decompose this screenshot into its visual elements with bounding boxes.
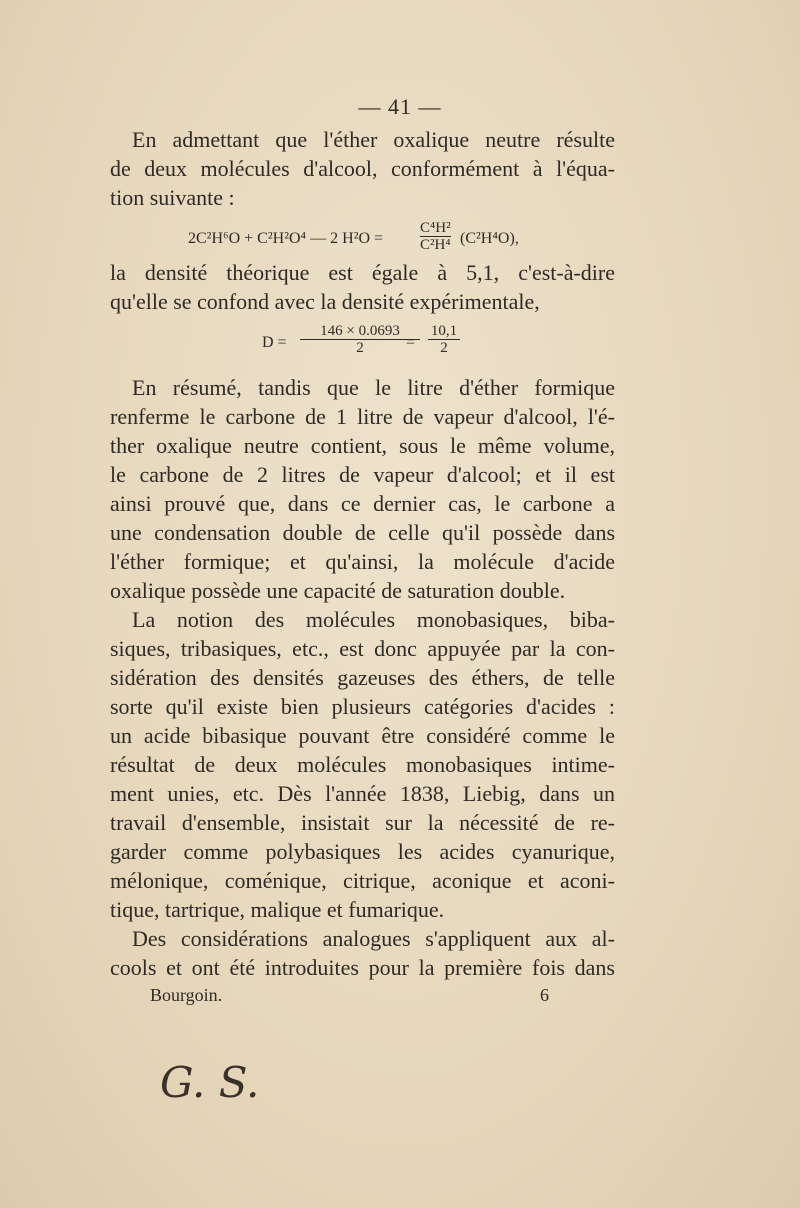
text-line: ainsi prouvé que, dans ce dernier cas, le carbone a [110,491,615,516]
text-line: le carbone de 2 litres de vapeur d'alcool; et il est [110,462,615,487]
footer-author: Bourgoin. [150,985,223,1005]
fraction-numerator: 146 × 0.0693 [320,323,400,339]
fraction-numerator: C⁴H² [420,220,451,236]
text-line: En admettant que l'éther oxalique neutre résulte [132,127,615,152]
equation-rhs: (C²H⁴O), [460,230,519,247]
fraction-denominator: 2 [300,339,420,356]
text-line: travail d'ensemble, insistait sur la nécessité de re- [110,810,615,835]
text-line: tique, tartrique, malique et fumarique. [110,897,445,922]
equation-equals: = [406,334,416,351]
handwritten-initials: G. S. [160,1058,260,1107]
text-line: sorte qu'il existe bien plusieurs catégories d'acides : [110,694,615,719]
text-line: l'éther formique; et qu'ainsi, la molécule d'acide [110,549,615,574]
fraction-denominator: C²H⁴ [420,237,451,253]
text-line: une condensation double de celle qu'il possède dans [110,520,615,545]
equation-lhs: D = [262,334,287,351]
text-line: La notion des molécules monobasiques, biba- [132,607,615,632]
text-line: de deux molécules d'alcool, conformément à l'équa- [110,156,615,181]
text-line: garder comme polybasiques les acides cyanurique, [110,839,615,864]
text-line: tion suivante : [110,185,235,210]
equation-lhs: 2C²H⁶O + C²H²O⁴ — 2 H²O = [188,230,384,247]
text-line: la densité théorique est égale à 5,1, c'est-à-dire [110,260,615,285]
equation-fraction [428,323,460,356]
text-line: résultat de deux molécules monobasiques intime- [110,752,615,777]
text-line: sidération des densités gazeuses des éthers, de telle [110,665,615,690]
text-line: siques, tribasiques, etc., est donc appuyée par la con- [110,636,615,661]
text-line: renferme le carbone de 1 litre de vapeur d'alcool, l'é- [110,404,615,429]
text-line: mélonique, coménique, citrique, aconique et aconi- [110,868,615,893]
text-line: qu'elle se confond avec la densité expérimentale, [110,289,540,314]
text-line: En résumé, tandis que le litre d'éther formique [132,375,615,400]
text-line: oxalique possède une capacité de saturation double. [110,578,566,603]
page-number: — 41 — [358,94,442,119]
text-line: ment unies, etc. Dès l'année 1838, Liebig, dans un [110,781,615,806]
text-line: ther oxalique neutre contient, sous le même volume, [110,433,615,458]
fraction-numerator: 10,1 [430,323,458,339]
text-line: un acide bibasique pouvant être considéré comme le [110,723,615,748]
fraction-denominator: 2 [428,339,460,356]
text-line: cools et ont été introduites pour la première fois dans [110,955,615,980]
equation-fraction [420,220,451,253]
text-line: Des considérations analogues s'appliquent aux al- [132,926,615,951]
footer-signature: 6 [540,985,549,1005]
equation-fraction [300,323,420,356]
